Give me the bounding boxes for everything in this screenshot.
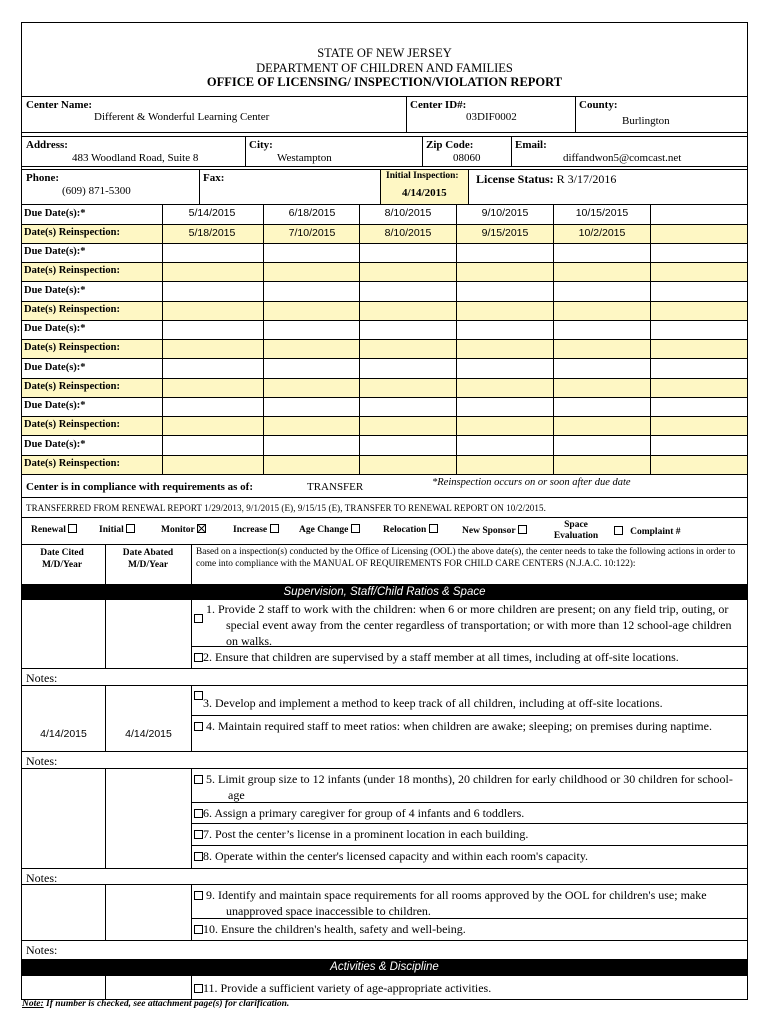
due-dates-label: Due Date(s):*: [24, 362, 86, 373]
section-supervision: Supervision, Staff/Child Ratios & Space: [22, 584, 747, 600]
email-label: Email:: [515, 139, 547, 151]
type-new-sponsor: New Sponsor: [462, 525, 527, 536]
type-complaint: Complaint #: [614, 526, 681, 537]
county-label: County:: [579, 99, 618, 111]
type-monitor: Monitor: [161, 524, 206, 535]
type-initial: Initial: [99, 524, 135, 535]
requirement-5: [194, 771, 742, 803]
due-dates-label: Due Date(s):*: [24, 285, 86, 296]
requirement-2-text: 2. Ensure that children are supervised by a staff member at all times, including at off-site locations.: [203, 650, 679, 664]
requirement-11-text: 11. Provide a sufficient variety of age-appropriate activities.: [203, 981, 492, 995]
item-1-checkbox[interactable]: [194, 614, 203, 623]
phone-value: (609) 871-5300: [62, 185, 131, 197]
due-dates-label: Due Date(s):*: [24, 246, 86, 257]
license-status-label: License Status:: [476, 172, 554, 186]
zip-value: 08060: [453, 152, 481, 164]
relocation-checkbox[interactable]: [429, 524, 438, 533]
renewal-checkbox[interactable]: [68, 524, 77, 533]
monitor-checkbox[interactable]: [197, 524, 206, 533]
requirement-8: [194, 848, 742, 864]
initial-checkbox[interactable]: [126, 524, 135, 533]
address-value: 483 Woodland Road, Suite 8: [72, 152, 199, 164]
page-title: OFFICE OF LICENSING/ INSPECTION/VIOLATION REPORT: [206, 75, 563, 89]
space-evaluation-checkbox[interactable]: [614, 526, 623, 535]
item-3-checkbox[interactable]: [194, 691, 203, 700]
reinspection-date-1: 5/18/2015: [188, 227, 236, 239]
reinspection-dates-label: Date(s) Reinspection:: [24, 265, 120, 276]
header-department: DEPARTMENT OF CHILDREN AND FAMILIES: [256, 60, 513, 75]
due-date-1: 5/14/2015: [188, 207, 236, 219]
reinspection-date-5: 10/2/2015: [578, 227, 626, 239]
notes-label: Notes:: [26, 754, 58, 768]
footer-note-text: If number is checked, see attachment page(s) for clarification.: [43, 999, 290, 1009]
requirement-10: [194, 921, 742, 937]
reinspection-dates-label: Date(s) Reinspection:: [24, 342, 120, 353]
form-header: [21, 46, 748, 90]
transfer-note: TRANSFERRED FROM RENEWAL REPORT 1/29/2013, 9/1/2015 (E), 9/15/15 (E), TRANSFER TO RENEWAL REPORT ON 10/2/2015.: [26, 503, 546, 513]
type-relocation: Relocation: [383, 524, 438, 535]
center-name-label: Center Name:: [26, 99, 93, 111]
county-value: Burlington: [622, 115, 670, 127]
requirement-10-text: 10. Ensure the children's health, safety and well-being.: [203, 922, 466, 936]
item-11-checkbox[interactable]: [194, 984, 203, 993]
center-id-label: Center ID#:: [410, 99, 467, 111]
requirement-8-text: 8. Operate within the center's licensed capacity and within each room's capacity.: [203, 849, 589, 863]
requirement-1-text: 1. Provide 2 staff to work with the children: when 6 or more children are present; on any field trip, outing, or special event away from the center regardless of transportation; or with more than 12 school-age children on walks.: [206, 602, 732, 648]
date-abated-header: Date Abated M/D/Year: [122, 548, 174, 570]
requirement-7-text: 7. Post the center’s license in a prominent location in each building.: [203, 827, 529, 841]
zip-label: Zip Code:: [426, 139, 474, 151]
notes-label: Notes:: [26, 871, 58, 885]
requirement-11: [194, 980, 742, 996]
center-name-value: Different & Wonderful Learning Center: [94, 111, 270, 123]
fax-label: Fax:: [203, 172, 225, 184]
age-change-checkbox[interactable]: [351, 524, 360, 533]
item-5-checkbox[interactable]: [194, 775, 203, 784]
due-date-2: 6/18/2015: [288, 207, 336, 219]
type-age-change: Age Change: [299, 524, 360, 535]
due-date-5: 10/15/2015: [575, 207, 629, 219]
type-space-evaluation-label: Space Evaluation: [553, 520, 599, 541]
requirement-9: [194, 887, 726, 919]
requirement-6-text: 6. Assign a primary caregiver for group of 4 infants and 6 toddlers.: [203, 806, 525, 820]
reinspection-dates-label: Date(s) Reinspection:: [24, 381, 120, 392]
requirement-3: [194, 688, 742, 711]
item-7-checkbox[interactable]: [194, 830, 203, 839]
compliance-value: TRANSFER: [307, 481, 364, 493]
notes-label: Notes:: [26, 943, 58, 957]
due-date-3: 8/10/2015: [384, 207, 432, 219]
requirement-1: [194, 601, 742, 649]
email-value: diffandwon5@comcast.net: [563, 152, 682, 164]
reinspection-dates-label: Date(s) Reinspection:: [24, 304, 120, 315]
due-dates-label: Due Date(s):*: [24, 208, 86, 219]
phone-label: Phone:: [26, 172, 59, 184]
requirement-7: [194, 826, 742, 842]
footer-note-prefix: Note:: [22, 999, 44, 1009]
reinspection-dates-label: Date(s) Reinspection:: [24, 458, 120, 469]
section-activities: Activities & Discipline: [22, 959, 747, 976]
due-date-4: 9/10/2015: [481, 207, 529, 219]
header-state: STATE OF NEW JERSEY: [317, 46, 452, 60]
increase-checkbox[interactable]: [270, 524, 279, 533]
due-dates-label: Due Date(s):*: [24, 439, 86, 450]
item-4-date-abated: 4/14/2015: [125, 728, 172, 740]
type-renewal: Renewal: [31, 524, 77, 535]
requirement-5-text: 5. Limit group size to 12 infants (under 18 months), 20 children for early childhood or 30 children for school-age: [206, 772, 733, 802]
due-dates-label: Due Date(s):*: [24, 323, 86, 334]
license-status: [476, 172, 616, 187]
reinspection-date-3: 8/10/2015: [384, 227, 432, 239]
reinspection-dates-label: Date(s) Reinspection:: [24, 227, 120, 238]
compliance-label: Center is in compliance with requirements as of:: [26, 481, 254, 493]
requirements-intro: Based on a inspection(s) conducted by the Office of Licensing (OOL) the above date(s), the center needs to take the following actions in order to come into compliance with the MANUAL OF REQUIREMENTS FOR CHILD CARE CENTERS (N.J.A.C. 10:122):: [196, 547, 736, 569]
item-6-checkbox[interactable]: [194, 809, 203, 818]
type-increase: Increase: [233, 524, 279, 535]
reinspection-date-4: 9/15/2015: [481, 227, 529, 239]
city-label: City:: [249, 139, 273, 151]
center-id-value: 03DIF0002: [466, 111, 517, 123]
requirement-3-text: 3. Develop and implement a method to keep track of all children, including at off-site locations.: [203, 696, 663, 710]
requirement-9-text: 9. Identify and maintain space requirements for all rooms approved by the OOL for children's use; make unapproved space inaccessible to children.: [206, 888, 707, 918]
reinspection-note: *Reinspection occurs on or soon after due date: [432, 477, 631, 488]
notes-label: Notes:: [26, 671, 58, 685]
date-cited-header: Date Cited M/D/Year: [40, 548, 84, 570]
item-10-checkbox[interactable]: [194, 925, 203, 934]
initial-inspection-label: Initial Inspection:: [386, 171, 459, 181]
due-dates-label: Due Date(s):*: [24, 400, 86, 411]
initial-inspection-value: 4/14/2015: [402, 187, 447, 199]
requirement-4-text: 4. Maintain required staff to meet ratios: when children are awake; sleeping; on premises during naptime.: [206, 719, 712, 733]
requirement-4: [194, 718, 734, 734]
footer-note: [22, 999, 289, 1009]
license-status-value: R 3/17/2016: [556, 172, 617, 186]
item-2-checkbox[interactable]: [194, 653, 203, 662]
item-9-checkbox[interactable]: [194, 891, 203, 900]
reinspection-dates-label: Date(s) Reinspection:: [24, 419, 120, 430]
reinspection-date-2: 7/10/2015: [288, 227, 336, 239]
item-4-checkbox[interactable]: [194, 722, 203, 731]
new-sponsor-checkbox[interactable]: [518, 525, 527, 534]
requirement-6: [194, 805, 742, 821]
item-4-date-cited: 4/14/2015: [40, 728, 87, 740]
requirement-2: [194, 649, 742, 665]
item-8-checkbox[interactable]: [194, 852, 203, 861]
city-value: Westampton: [277, 152, 332, 164]
address-label: Address:: [26, 139, 68, 151]
